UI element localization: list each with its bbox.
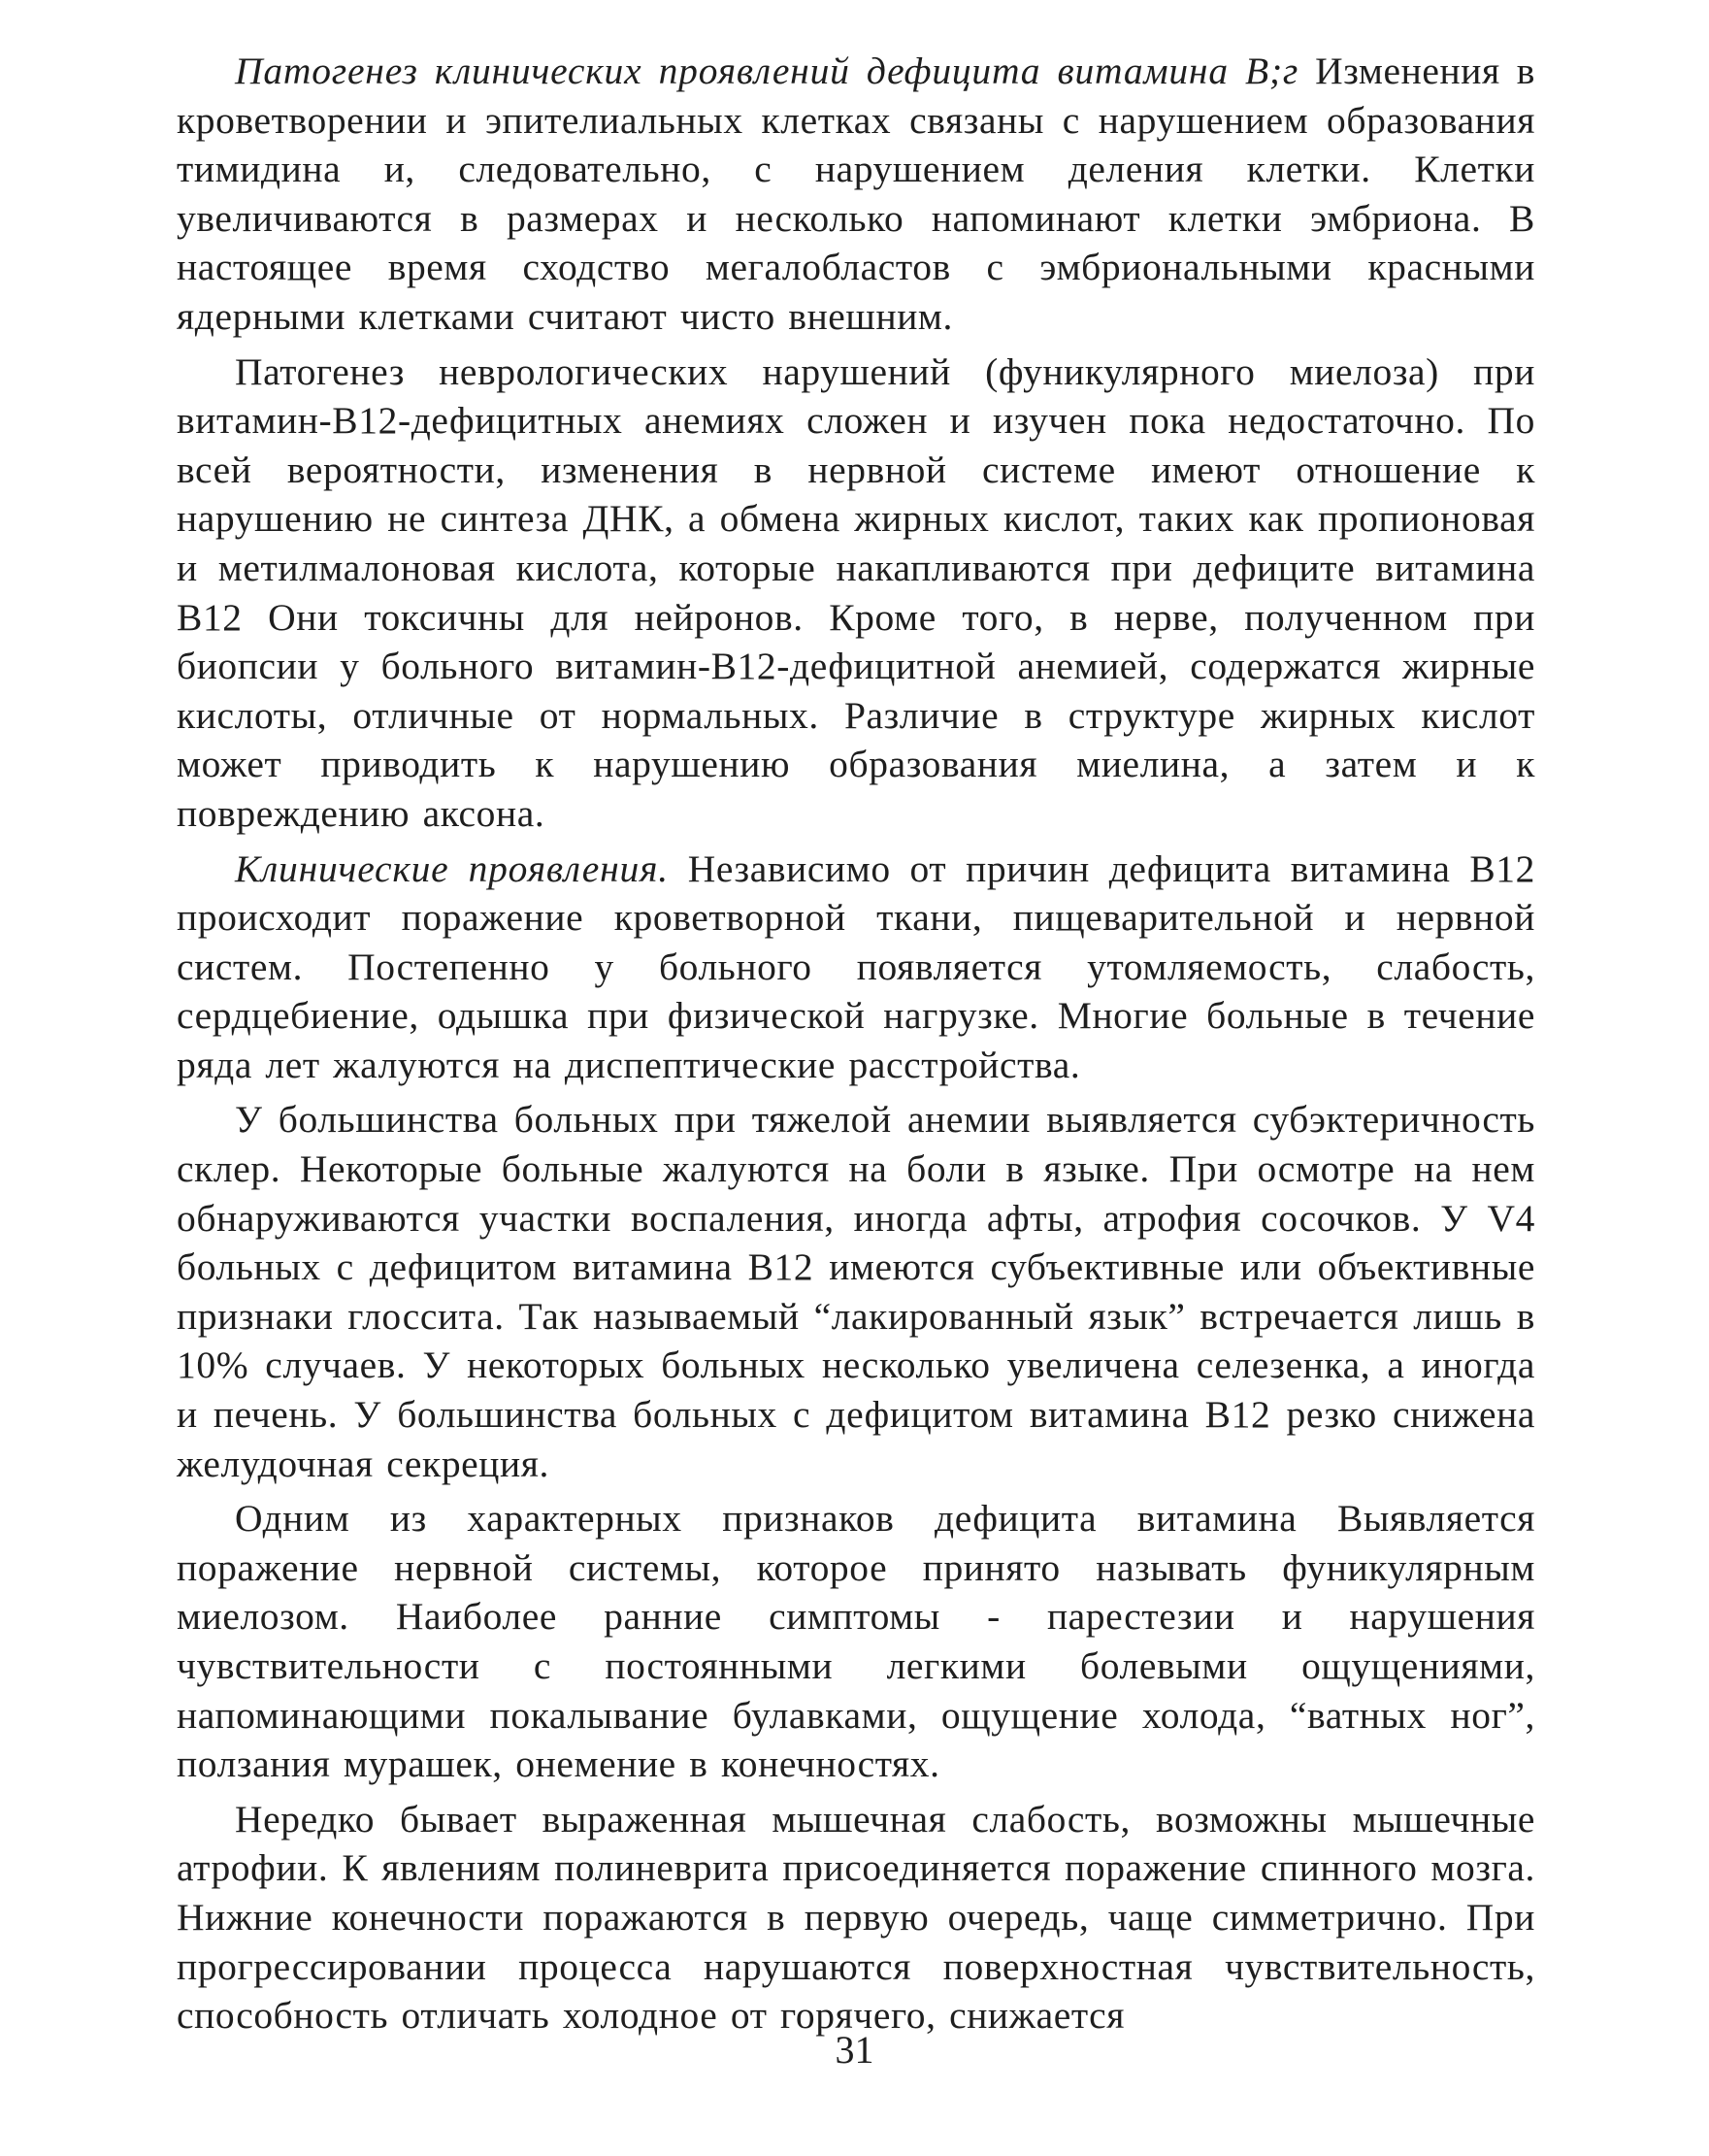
paragraph-pathogenesis-clinical xyxy=(177,47,1535,342)
paragraph-text: У большинства больных при тяжелой анемии выявляется субэктеричность склер. Некоторые больные жалуются на боли в языке. При осмотре на нем обнаруживаются участки воспаления, иногда афты, атрофия сосочков. У V4 больных с дефицитом витамина В12 имеются субъективные или объективные признаки глоссита. Так называемый “лакированный язык” встречается лишь в 10% случаев. У некоторых больных несколько увеличена селезенка, а иногда и печень. У большинства больных с дефицитом витамина В12 резко снижена желудочная секреция. xyxy=(177,1098,1535,1485)
page-body xyxy=(177,47,1535,2046)
paragraph-lead-heading: Патогенез клинических проявлений дефицита витамина В;г xyxy=(235,50,1299,92)
paragraph-symptoms-tongue xyxy=(177,1095,1535,1488)
page-number: 31 xyxy=(835,2028,874,2072)
paragraph-lead-heading: Клинические проявления. xyxy=(235,846,669,890)
paragraph-pathogenesis-neurological xyxy=(177,348,1535,839)
paragraph-text: Патогенез неврологических нарушений (фуникулярного миелоза) при витамин-В12-дефицитных анемиях сложен и изучен пока недостаточно. По всей вероятности, изменения в нервной системе имеют отношение к нарушению не синтеза ДНК, а обмена жирных кислот, таких как пропионовая и метилмалоновая кислота, которые накапливаются при дефиците витамина В12 Они токсичны для нейронов. Кроме того, в нерве, полученном при биопсии у больного витамин-В12-дефицитной анемией, содержатся жирные кислоты, отличные от нормальных. Различие в структуре жирных кислот может приводить к нарушению образования миелина, а затем и к повреждению аксона. xyxy=(177,349,1535,835)
paragraph-muscle-weakness xyxy=(177,1795,1535,2040)
paragraph-text: Одним из характерных признаков дефицита витамина Выявляется поражение нервной системы, которое принято называть фуникулярным миелозом. Наиболее ранние симптомы - парестезии и нарушения чувствительности с постоянными легкими болевыми ощущениями, напоминающими покалывание булавками, ощущение холода, “ватных ног”, ползания мурашек, онемение в конечностях. xyxy=(177,1497,1535,1786)
paragraph-funicular-myelosis xyxy=(177,1494,1535,1789)
paragraph-text: Нередко бывает выраженная мышечная слабость, возможны мышечные атрофии. К явлениям полиневрита присоединяется поражение спинного мозга. Нижние конечности поражаются в первую очередь, чаще симметрично. При прогрессировании процесса нарушаются поверхностная чувствительность, способность отличать холодное от горячего, снижается xyxy=(177,1797,1535,2038)
paragraph-clinical-manifestations xyxy=(177,845,1535,1090)
paragraph-text: Изменения в кроветворении и эпителиальных клетках связаны с нарушением образования тимидина и, следовательно, с нарушением деления клетки. Клетки увеличиваются в размерах и несколько напоминают клетки эмбриона. В настоящее время сходство мегалобластов с эмбриональными красными ядерными клетками считают чисто внешним. xyxy=(177,50,1535,338)
paragraph-text: Независимо от причин дефицита витамина В12 происходит поражение кроветворной ткани, пищеварительной и нервной систем. Постепенно у больного появляется утомляемость, слабость, сердцебиение, одышка при физической нагрузке. Многие больные в течение ряда лет жалуются на диспептические расстройства. xyxy=(177,846,1535,1086)
